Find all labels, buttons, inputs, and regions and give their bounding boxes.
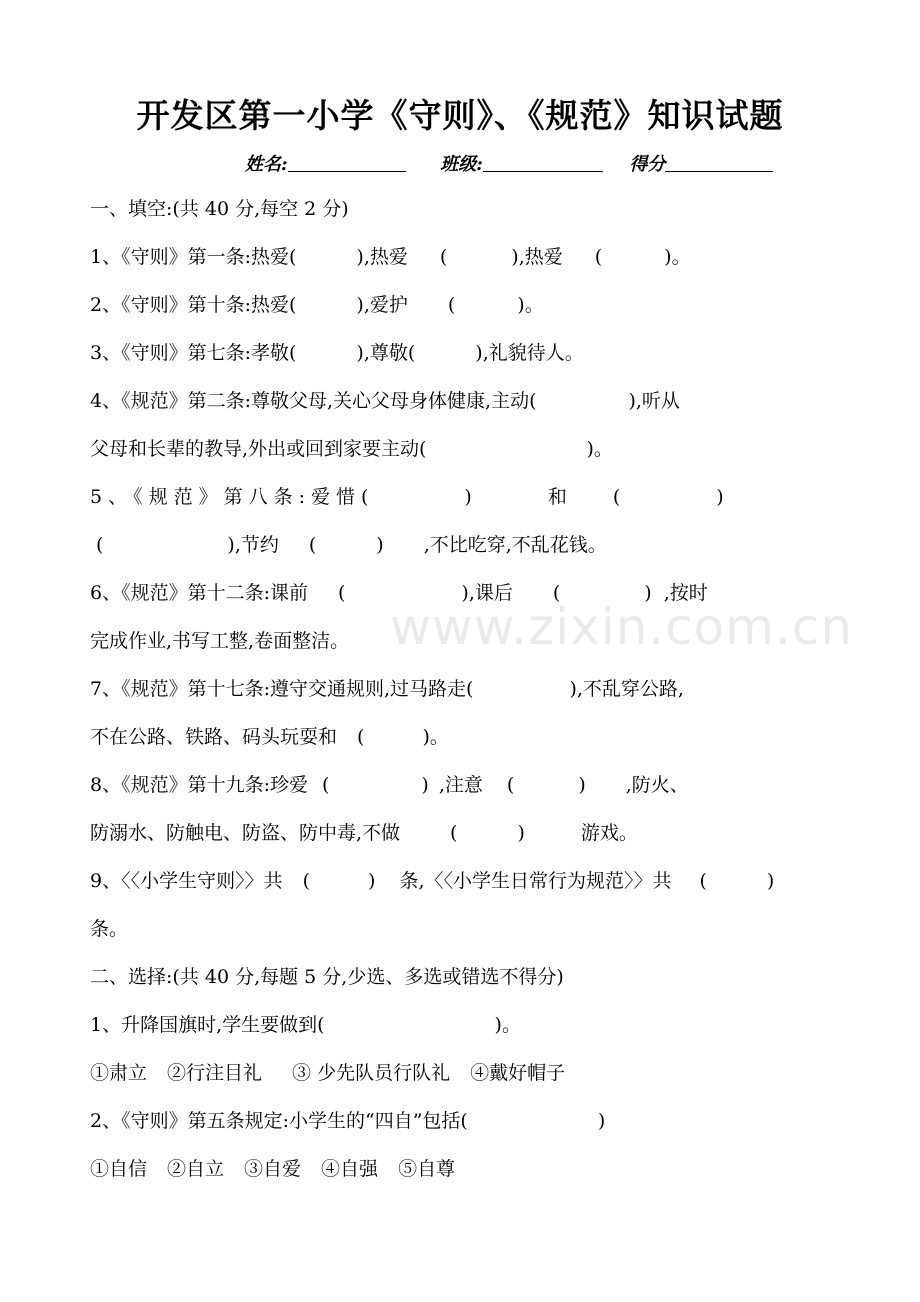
q-text: )	[644, 582, 652, 604]
question-1-4-cont	[90, 437, 613, 461]
q-text: 游戏。	[580, 822, 638, 844]
question-1-9-cont: 条。	[90, 918, 129, 940]
option-1[interactable]: ①自信	[90, 1158, 148, 1180]
watermark: www.zixin.com.cn	[390, 598, 854, 656]
q-text: )	[597, 1110, 606, 1132]
q-text: 9、〈〈小学生守则〉〉共	[90, 870, 283, 892]
question-1-5-cont	[96, 533, 607, 557]
question-2-1	[90, 1013, 521, 1037]
q-text: ),听从	[628, 390, 680, 412]
q-text: ,按时	[663, 582, 708, 604]
q-text: (	[439, 246, 448, 268]
q-text: ),课后	[461, 582, 513, 604]
student-info-row	[245, 150, 805, 176]
q-text: )。	[664, 246, 691, 268]
q-text: ,不比吃穿,不乱花钱。	[423, 534, 607, 556]
class-label: 班级:	[440, 154, 483, 175]
q-text: ),尊敬(	[356, 342, 416, 364]
name-blank[interactable]	[288, 153, 406, 172]
option-2[interactable]: ②行注目礼	[167, 1062, 263, 1084]
q-text: (	[308, 534, 317, 556]
q-text: (	[357, 726, 365, 748]
question-1-8-cont	[90, 821, 638, 845]
q-text: (	[96, 534, 104, 556]
q-text: )。	[586, 438, 613, 460]
q-text: (	[302, 870, 311, 892]
q-text: 和	[547, 486, 573, 508]
question-1-6-cont: 完成作业,书写工整,卷面整洁。	[90, 630, 350, 652]
question-1-8	[90, 773, 689, 797]
q-text: (	[450, 822, 458, 844]
option-5[interactable]: ⑤自尊	[398, 1158, 456, 1180]
q-text: 防溺水、防触电、防盗、防中毒,不做	[90, 822, 401, 844]
q-text: 2、《守则》第五条规定:小学生的“四自”包括(	[90, 1110, 468, 1132]
q-text: (	[612, 486, 627, 508]
question-1-4	[90, 389, 680, 413]
q-text: )	[376, 534, 384, 556]
q-text: (	[552, 582, 561, 604]
q-text: 1、《守则》第一条:热爱(	[90, 246, 297, 268]
q-text: (	[699, 870, 707, 892]
option-3[interactable]: ③自爱	[244, 1158, 302, 1180]
q-text: ),节约	[227, 534, 279, 556]
section1-heading: 一、填空:(共 40 分,每空 2 分)	[90, 198, 349, 220]
question-2-2-options	[90, 1157, 455, 1181]
score-label: 得分	[629, 154, 666, 175]
q-text: )	[716, 486, 730, 508]
q-text: ),礼貌待人。	[475, 342, 584, 364]
question-1-2	[90, 293, 544, 317]
question-1-9	[90, 869, 774, 893]
q-text: 7、《规范》第十七条:遵守交通规则,过马路走(	[90, 678, 474, 700]
option-3[interactable]: ③ 少先队员行队礼	[292, 1062, 451, 1084]
q-text: 6、《规范》第十二条:课前	[90, 582, 308, 604]
score-blank[interactable]	[665, 153, 773, 172]
page-title: 开发区第一小学《守则》、《规范》知识试题	[136, 96, 784, 135]
q-text: ,防火、	[625, 774, 689, 796]
section2-heading: 二、选择:(共 40 分,每题 5 分,少选、多选或错选不得分)	[90, 966, 564, 988]
q-text: (	[594, 246, 603, 268]
q-text: 8、《规范》第十九条:珍爱	[90, 774, 308, 796]
q-text: 1、升降国旗时,学生要做到(	[90, 1014, 325, 1036]
question-1-1	[90, 245, 691, 269]
q-text: ),爱护	[356, 294, 408, 316]
option-4[interactable]: ④自强	[321, 1158, 379, 1180]
q-text: 父母和长辈的教导,外出或回到家要主动(	[90, 438, 427, 460]
q-text: )	[766, 870, 775, 892]
q-text: )。	[422, 726, 449, 748]
question-2-2	[90, 1109, 605, 1133]
q-text: )	[578, 774, 586, 796]
question-1-7	[90, 677, 684, 701]
option-4[interactable]: ④戴好帽子	[470, 1062, 566, 1084]
q-text: )。	[517, 294, 544, 316]
q-text: (	[447, 294, 456, 316]
name-label: 姓名:	[245, 154, 288, 175]
q-text: ,注意	[438, 774, 483, 796]
q-text: ),热爱	[511, 246, 563, 268]
question-2-1-options	[90, 1061, 565, 1085]
q-text: (	[322, 774, 330, 796]
q-text: 4、《规范》第二条:尊敬父母,关心父母身体健康,主动(	[90, 390, 537, 412]
question-1-6	[90, 581, 708, 605]
option-2[interactable]: ②自立	[167, 1158, 225, 1180]
q-text: )	[517, 822, 525, 844]
q-text: 条,〈〈小学生日常行为规范〉〉共	[399, 870, 672, 892]
q-text: )	[421, 774, 429, 796]
question-1-5	[90, 485, 730, 509]
question-1-3	[90, 341, 584, 365]
q-text: ),热爱	[356, 246, 408, 268]
q-text: )	[368, 870, 376, 892]
q-text: 5、《规范》第八条:爱惜(	[90, 486, 375, 508]
option-1[interactable]: ①肃立	[90, 1062, 148, 1084]
q-text: 3、《守则》第七条:孝敬(	[90, 342, 297, 364]
q-text: )。	[494, 1014, 521, 1036]
q-text: 不在公路、铁路、码头玩耍和	[90, 726, 338, 748]
q-text: 2、《守则》第十条:热爱(	[90, 294, 297, 316]
question-1-7-cont	[90, 725, 449, 749]
q-text: (	[506, 774, 515, 796]
q-text: ),不乱穿公路,	[569, 678, 684, 700]
q-text: )	[464, 486, 478, 508]
q-text: (	[338, 582, 346, 604]
class-blank[interactable]	[483, 153, 603, 172]
